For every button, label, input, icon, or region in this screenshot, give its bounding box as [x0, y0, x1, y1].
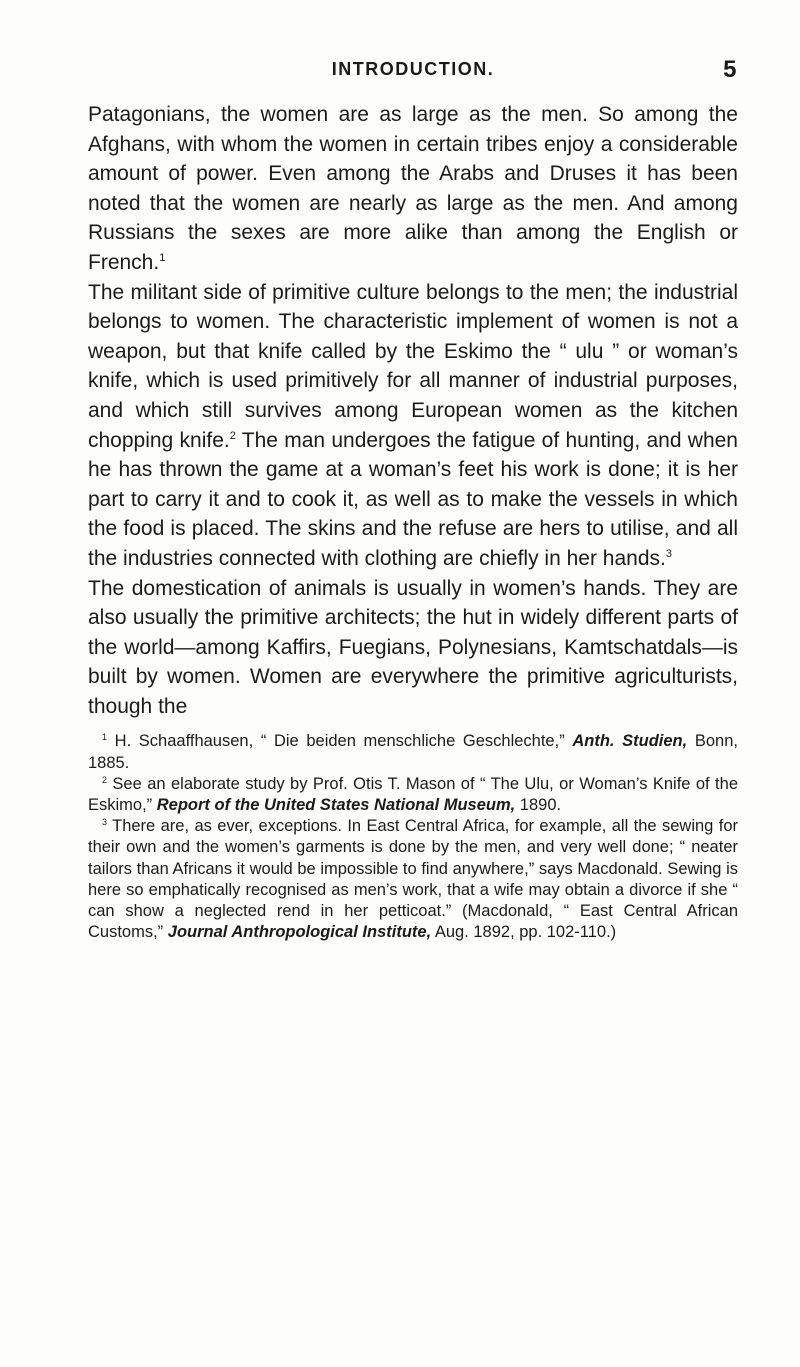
- footnote-2-marker: 2: [102, 774, 108, 785]
- page-number: 5: [723, 56, 738, 83]
- paragraph-2: [88, 278, 738, 574]
- footnote-ref-3: 3: [665, 547, 672, 560]
- paragraph-3: [88, 574, 738, 722]
- footnote-ref-2: 2: [229, 429, 236, 442]
- footnote-2: [88, 774, 738, 816]
- footnote-1-text-a: H. Schaaffhausen, “ Die beiden menschliche Geschlechte,”: [107, 732, 573, 751]
- footnotes: [88, 731, 738, 943]
- paragraph-1: [88, 100, 738, 278]
- footnote-2-title: Report of the United States National Museum,: [156, 796, 516, 815]
- footnote-1-text-b: Bonn, 1885.: [88, 732, 738, 772]
- footnote-3-title: Journal Anthropological Institute,: [167, 923, 432, 942]
- main-text: [88, 100, 738, 721]
- footnote-3-text-b: Aug. 1892, pp. 102-110.): [431, 923, 617, 942]
- running-title: INTRODUCTION.: [331, 59, 495, 79]
- footnote-3-text-a: There are, as ever, exceptions. In East Central Africa, for example, all the sewing for their own and the women’s garments is done by the men, and very well done; “ neater tailors than Africans it would be impossible to find anywhere,” says Macdonald. Sewing is here so emphatically recognised as men’s work, that a wife may obtain a divorce if she “ can show a neglected rend in her petticoat.” (Macdonald, “ East Central African Customs,”: [88, 817, 738, 942]
- paragraph-1-text: Patagonians, the women are as large as the men. So among the Afghans, with whom the women in certain tribes enjoy a considerable amount of power. Even among the Arabs and Druses it has been noted that the women are nearly as large as the men. And among Russians the sexes are more alike than among the English or French.: [88, 103, 738, 274]
- footnote-1-marker: 1: [102, 732, 108, 743]
- running-head: [88, 56, 738, 86]
- paragraph-3-text: The domestication of animals is usually in women’s hands. They are also usually the primitive architects; the hut in widely different parts of the world—among Kaffirs, Fuegians, Polynesians, Kamtschatdals—is built by women. Women are everywhere the primitive agriculturists, though the: [88, 576, 738, 718]
- footnote-2-text-a: See an elaborate study by Prof. Otis T. Mason of “ The Ulu, or Woman’s Knife of the Eskimo,”: [88, 774, 738, 815]
- book-page: [88, 56, 738, 944]
- footnote-1: [88, 731, 738, 773]
- footnote-ref-1: 1: [159, 251, 166, 264]
- paragraph-2-text-b: The man undergoes the fatigue of hunting, and when he has thrown the game at a woman’s feet his work is done; it is her part to carry it and to cook it, as well as to make the vessels in which the food is placed. The skins and the refuse are hers to utilise, and all the industries connected with clothing are chiefly in her hands.: [88, 428, 738, 570]
- footnote-3-marker: 3: [102, 817, 108, 828]
- footnote-3: [88, 816, 738, 943]
- paragraph-2-text-a: The militant side of primitive culture belongs to the men; the industrial belongs to women. The characteristic implement of women is not a weapon, but that knife called by the Eskimo the “ ulu ” or woman’s knife, which is used primitively for all manner of industrial purposes, and which still survives among European women as the kitchen chopping knife.: [88, 280, 738, 452]
- footnote-1-title: Anth. Studien,: [572, 732, 688, 751]
- footnote-2-text-b: 1890.: [515, 796, 562, 815]
